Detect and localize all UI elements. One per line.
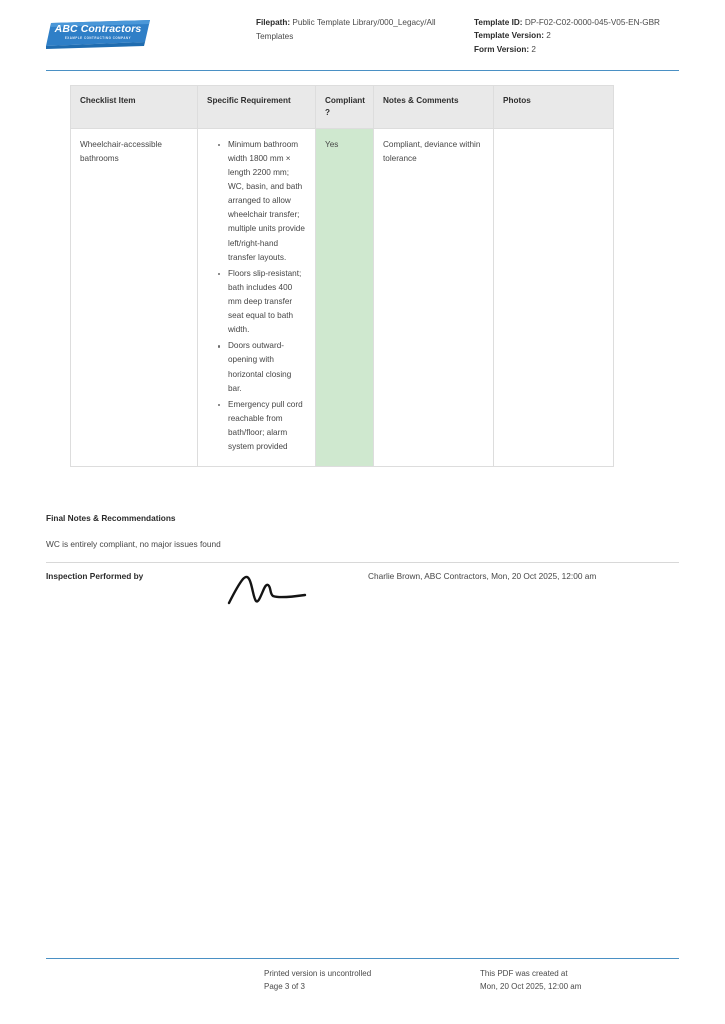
final-notes-body: WC is entirely compliant, no major issues found (46, 539, 221, 549)
template-meta-block (474, 14, 679, 56)
cell-compliant-status: Yes (316, 128, 374, 466)
requirement-item: Minimum bathroom width 1800 mm × length 2200 mm; WC, basin, and bath arranged to allow wheelchair transfer; multiple units provide left/right-hand transfer layouts. (218, 138, 306, 265)
signature-divider (46, 562, 679, 563)
footer-right-block (480, 968, 679, 994)
cell-photos (494, 128, 614, 466)
final-notes-title: Final Notes & Recommendations (46, 513, 176, 523)
inspection-signature-section (46, 570, 679, 610)
signature-meta: Charlie Brown, ABC Contractors, Mon, 20 Oct 2025, 12:00 am (368, 571, 597, 581)
filepath-value: Public Template Library/000_Legacy/All Templates (256, 18, 436, 41)
handwritten-signature-icon (223, 570, 333, 610)
column-header-specific-requirement: Specific Requirement (198, 86, 316, 129)
form-version-value: 2 (531, 44, 536, 54)
footer-pdf-created-label: This PDF was created at (480, 969, 568, 978)
table-header (71, 86, 614, 129)
footer-pdf-created-date: Mon, 20 Oct 2025, 12:00 am (480, 981, 582, 991)
logo-container (46, 14, 256, 50)
logo-name: ABC Contractors (54, 23, 142, 35)
final-notes-section (46, 513, 679, 549)
abc-contractors-logo (46, 20, 150, 50)
requirement-list (207, 138, 306, 454)
requirement-item: Floors slip-resistant; bath includes 400 mm deep transfer seat equal to bath width. (218, 267, 306, 338)
document-header (46, 14, 679, 56)
logo-subtitle: EXAMPLE CONTRACTING COMPANY (64, 35, 132, 41)
column-header-compliant: Compliant ? (316, 86, 374, 129)
template-version-row (474, 29, 679, 42)
cell-checklist-item: Wheelchair-accessible bathrooms (71, 128, 198, 466)
cell-notes-comments: Compliant, deviance within tolerance (374, 128, 494, 466)
footer-left-block (264, 968, 480, 994)
form-version-label: Form Version: (474, 44, 530, 54)
template-id-value: DP-F02-C02-0000-045-V05-EN-GBR (524, 18, 660, 27)
checklist-table-container (70, 85, 613, 467)
footer-divider (46, 958, 679, 959)
table-row (71, 128, 614, 466)
form-version-row (474, 43, 679, 56)
requirement-item: Doors outward-opening with horizontal closing bar. (218, 339, 306, 395)
cell-specific-requirement (198, 128, 316, 466)
document-footer (46, 968, 679, 994)
column-header-checklist-item: Checklist Item (71, 86, 198, 129)
checklist-table (70, 85, 614, 467)
footer-print-notice: Printed version is uncontrolled (264, 969, 372, 978)
template-id-row (474, 16, 679, 29)
filepath-label: Filepath: (256, 18, 291, 27)
template-id-label: Template ID: (474, 18, 523, 27)
signature-image (223, 570, 368, 610)
inspection-performed-by-label: Inspection Performed by (46, 571, 144, 581)
filepath-block (256, 14, 474, 43)
template-version-value: 2 (546, 31, 551, 41)
header-divider (46, 70, 679, 71)
requirement-item: Emergency pull cord reachable from bath/floor; alarm system provided (218, 398, 306, 454)
table-body (71, 128, 614, 466)
column-header-notes-comments: Notes & Comments (374, 86, 494, 129)
table-header-row (71, 86, 614, 129)
template-version-label: Template Version: (474, 31, 544, 41)
column-header-photos: Photos (494, 86, 614, 129)
footer-page-number: Page 3 of 3 (264, 981, 305, 991)
